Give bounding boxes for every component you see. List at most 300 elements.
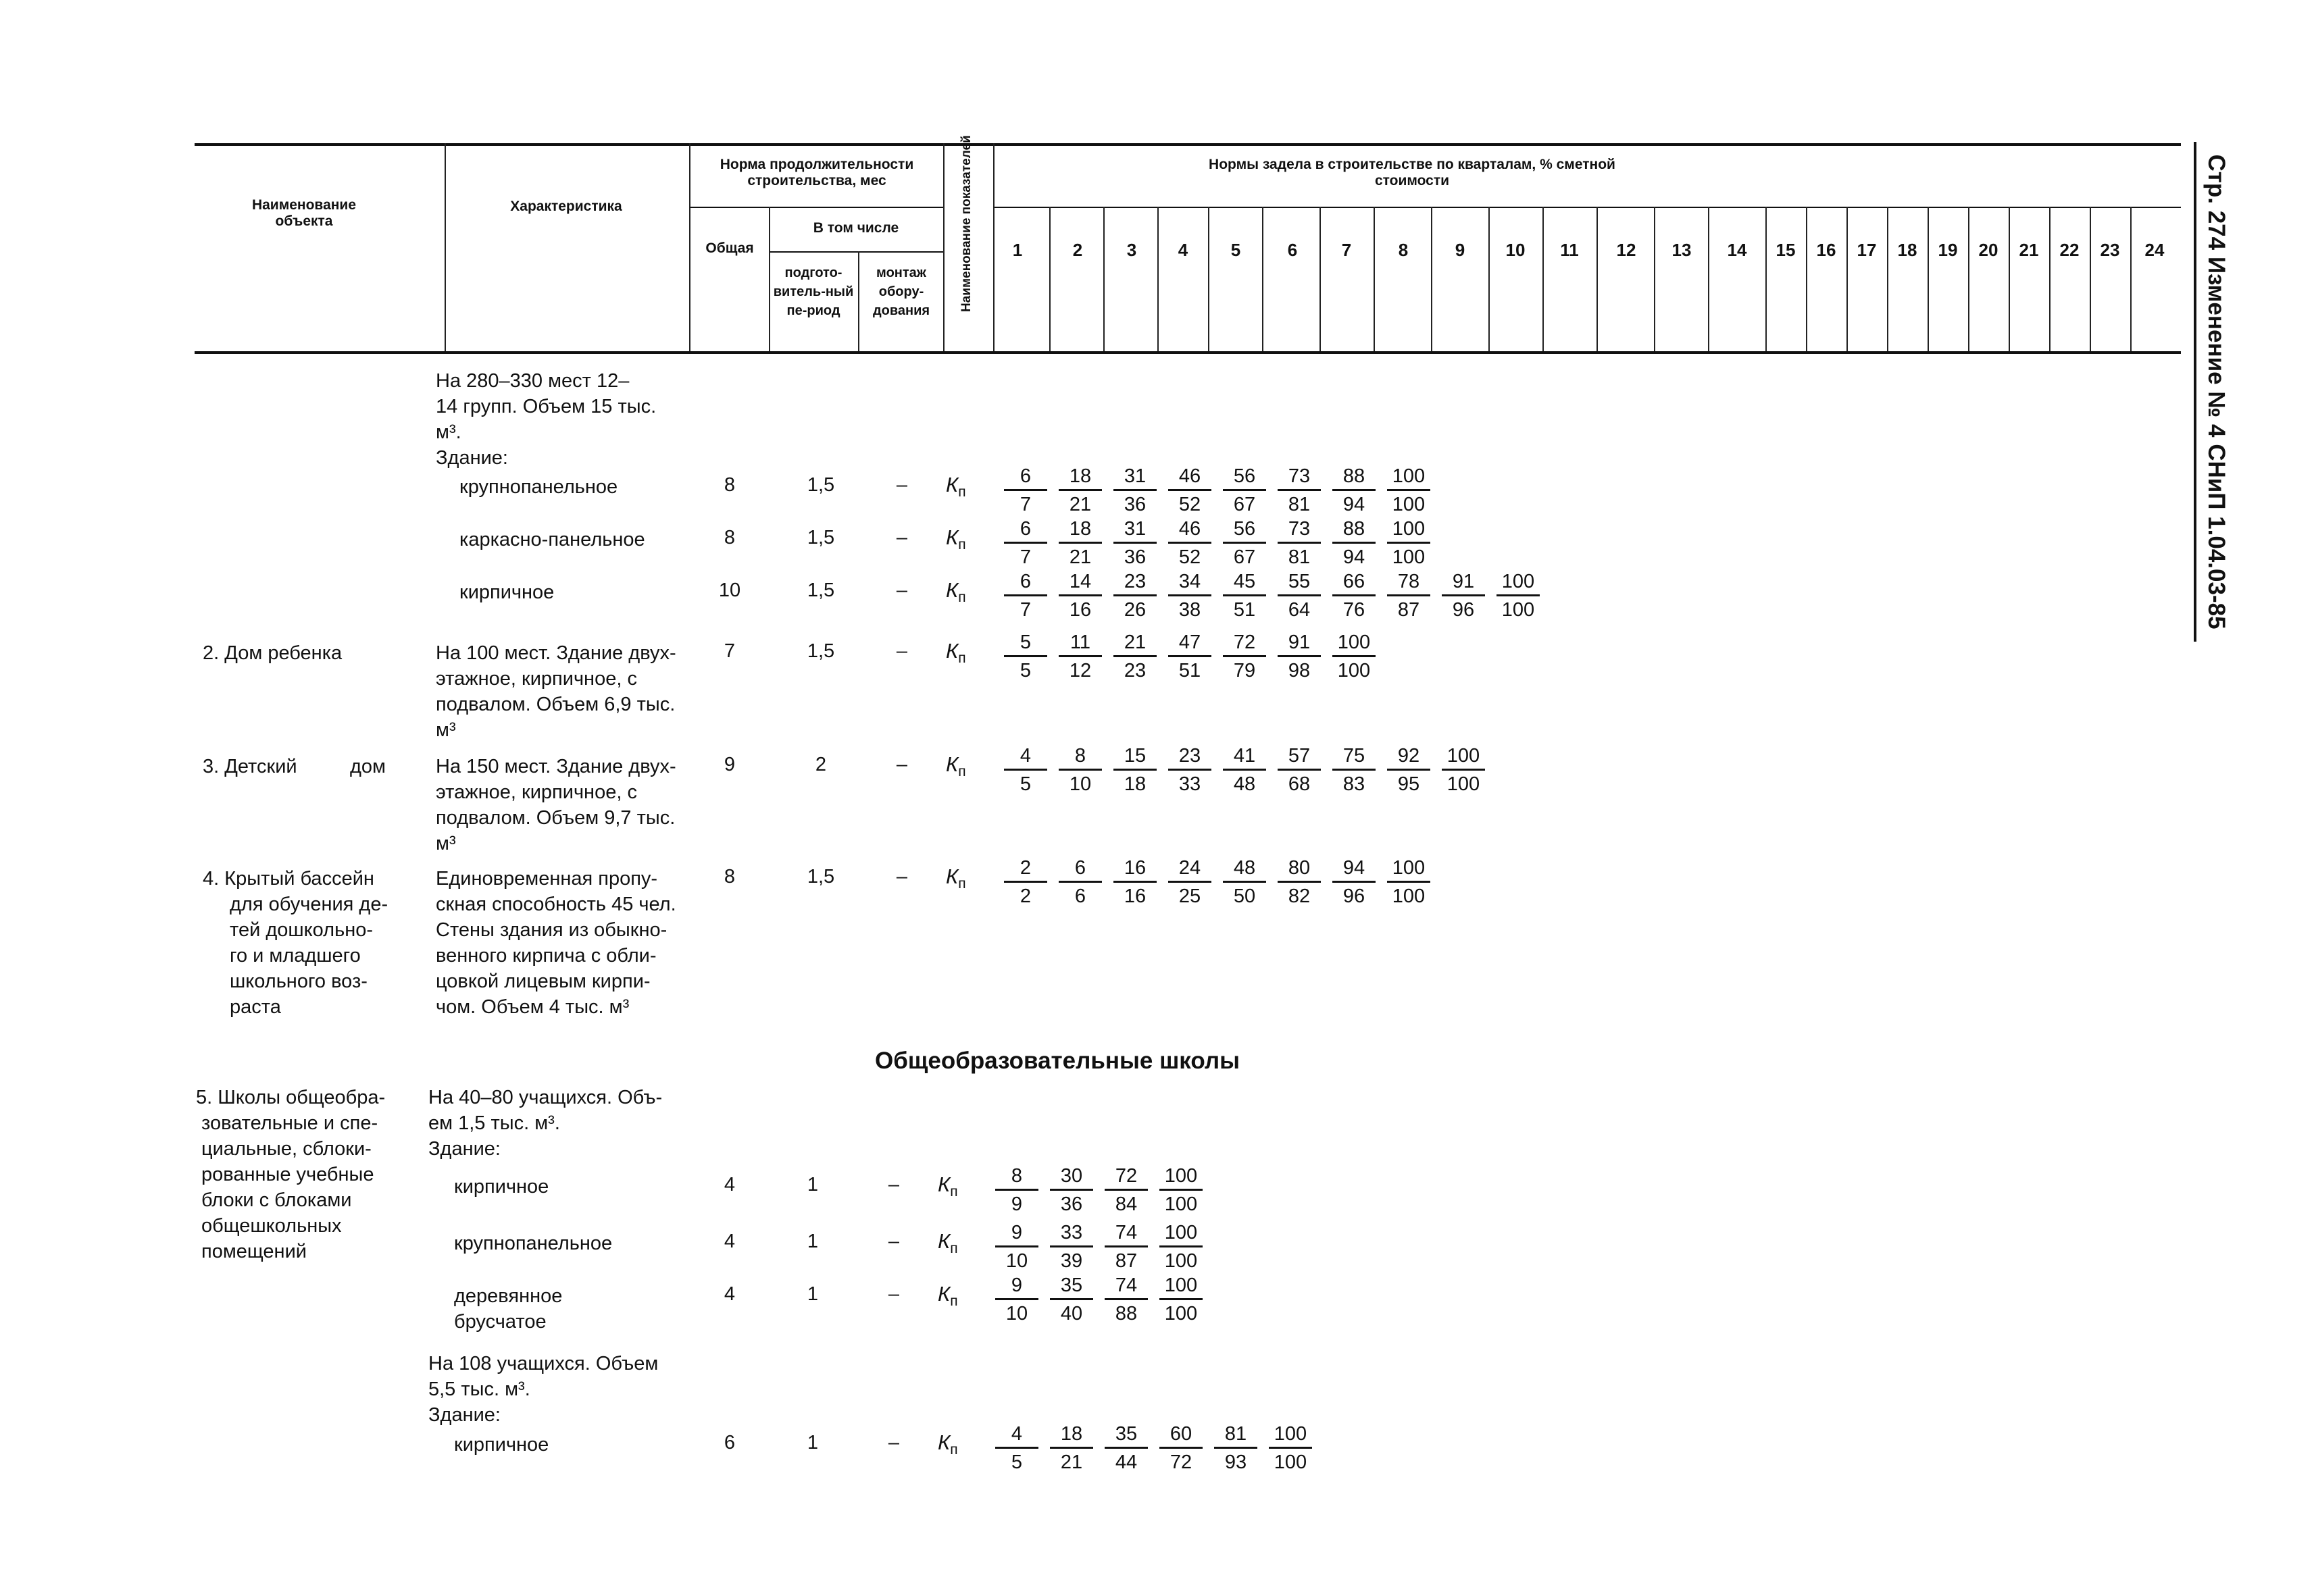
backlog-fraction xyxy=(1059,570,1102,621)
backlog-fraction xyxy=(1278,744,1321,796)
fraction-denominator: 83 xyxy=(1342,773,1365,795)
row1-characteristic: 14 групп. Объем 15 тыс. xyxy=(436,396,657,417)
backlog-fraction xyxy=(1442,744,1485,796)
fraction-denominator: 67 xyxy=(1233,494,1256,515)
fraction-denominator: 38 xyxy=(1178,599,1201,621)
prep-period-value: 2 xyxy=(815,754,827,775)
fraction-numerator: 18 xyxy=(1050,1422,1093,1449)
quarter-divider xyxy=(1262,207,1263,351)
quarter-divider xyxy=(1542,207,1544,351)
fraction-denominator: 88 xyxy=(1115,1303,1138,1324)
fraction-denominator: 48 xyxy=(1233,773,1256,795)
backlog-fraction xyxy=(1332,856,1376,908)
row2-characteristic: этажное, кирпичное, с xyxy=(436,668,637,690)
quarter-divider xyxy=(1806,207,1807,351)
fraction-denominator: 12 xyxy=(1069,660,1092,681)
backlog-fraction xyxy=(995,1274,1038,1325)
fraction-numerator: 30 xyxy=(1050,1164,1093,1191)
backlog-fraction xyxy=(1004,856,1047,908)
backlog-fraction xyxy=(1278,631,1321,682)
backlog-fraction xyxy=(1004,517,1047,569)
fraction-numerator: 75 xyxy=(1332,744,1376,771)
fraction-numerator: 11 xyxy=(1059,631,1102,657)
row5-object-name: блоки с блоками xyxy=(201,1189,352,1211)
row5-characteristic: На 40–80 учащихся. Объ- xyxy=(428,1087,663,1108)
fraction-denominator: 10 xyxy=(1069,773,1092,795)
row1-characteristic: Здание: xyxy=(436,447,508,469)
duration-total: 4 xyxy=(724,1283,736,1305)
fraction-denominator: 5 xyxy=(1020,660,1032,681)
fraction-denominator: 100 xyxy=(1392,546,1426,568)
fraction-numerator: 6 xyxy=(1004,517,1047,544)
backlog-fraction xyxy=(1269,1422,1312,1474)
backlog-fraction xyxy=(1059,856,1102,908)
duration-total: 4 xyxy=(724,1231,736,1252)
fraction-denominator: 67 xyxy=(1233,546,1256,568)
fraction-denominator: 94 xyxy=(1342,494,1365,515)
row4-object-name: тей дошкольно- xyxy=(230,919,373,941)
quarter-number: 12 xyxy=(1616,240,1636,260)
quarter-number: 16 xyxy=(1816,240,1836,260)
backlog-fraction xyxy=(1214,1422,1257,1474)
quarter-number: 8 xyxy=(1398,240,1409,260)
including-subrule xyxy=(769,251,943,253)
fraction-numerator: 92 xyxy=(1387,744,1430,771)
fraction-denominator: 21 xyxy=(1069,494,1092,515)
fraction-denominator: 16 xyxy=(1069,599,1092,621)
row6-building-type: кирпичное xyxy=(454,1434,549,1456)
fraction-numerator: 35 xyxy=(1105,1422,1148,1449)
prep-period-value: 1,5 xyxy=(807,580,835,601)
backlog-fraction xyxy=(1050,1422,1093,1474)
equipment-mount-value: – xyxy=(888,1174,900,1195)
row1-building-type: каркасно-панельное xyxy=(459,529,645,550)
fraction-numerator: 81 xyxy=(1214,1422,1257,1449)
fraction-denominator: 5 xyxy=(1020,773,1032,795)
indicator-kp: $К_п$ xyxy=(938,1173,958,1200)
fraction-numerator: 34 xyxy=(1168,570,1211,596)
row5-building-type: кирпичное xyxy=(454,1176,549,1198)
fraction-numerator: 4 xyxy=(1004,744,1047,771)
fraction-denominator: 52 xyxy=(1178,546,1201,568)
fraction-numerator: 60 xyxy=(1159,1422,1203,1449)
fraction-numerator: 100 xyxy=(1387,465,1430,491)
quarter-divider xyxy=(1887,207,1888,351)
fraction-denominator: 36 xyxy=(1124,494,1147,515)
fraction-numerator: 8 xyxy=(1059,744,1102,771)
fraction-denominator: 23 xyxy=(1124,660,1147,681)
indicator-kp: $К_п$ xyxy=(946,752,966,780)
equipment-mount-value: – xyxy=(896,640,908,662)
quarter-number: 5 xyxy=(1230,240,1241,260)
quarter-divider xyxy=(1157,207,1159,351)
row4-characteristic: Единовременная пропу- xyxy=(436,868,658,890)
backlog-fraction xyxy=(1223,744,1266,796)
fraction-numerator: 31 xyxy=(1113,465,1157,491)
backlog-fraction xyxy=(1332,517,1376,569)
backlog-fraction xyxy=(1113,856,1157,908)
quarter-divider xyxy=(2090,207,2091,351)
fraction-denominator: 21 xyxy=(1060,1451,1083,1473)
backlog-fraction xyxy=(1004,631,1047,682)
fraction-denominator: 100 xyxy=(1337,660,1371,681)
backlog-fraction xyxy=(1105,1221,1148,1272)
fraction-numerator: 2 xyxy=(1004,856,1047,883)
row5-object-name: циальные, сблоки- xyxy=(201,1138,372,1160)
backlog-fraction xyxy=(1223,631,1266,682)
duration-total: 8 xyxy=(724,866,736,887)
header-bottom-rule xyxy=(195,351,2181,354)
backlog-fraction xyxy=(1004,570,1047,621)
fraction-numerator: 21 xyxy=(1113,631,1157,657)
fraction-numerator: 8 xyxy=(995,1164,1038,1191)
backlog-fraction xyxy=(1159,1164,1203,1216)
fraction-denominator: 100 xyxy=(1501,599,1535,621)
indicator-kp: $К_п$ xyxy=(946,578,966,606)
col-divider xyxy=(858,251,859,351)
equipment-mount-value: – xyxy=(896,527,908,548)
backlog-fraction xyxy=(1387,570,1430,621)
header-backlog-norms: Нормы задела в строительстве по кварталам, % сметной стоимости xyxy=(1209,157,1615,188)
fraction-denominator: 7 xyxy=(1020,546,1032,568)
fraction-numerator: 88 xyxy=(1332,465,1376,491)
fraction-numerator: 41 xyxy=(1223,744,1266,771)
quarter-number: 10 xyxy=(1505,240,1526,260)
quarter-divider xyxy=(1708,207,1709,351)
quarter-divider xyxy=(2009,207,2010,351)
backlog-fraction xyxy=(995,1164,1038,1216)
backlog-fraction xyxy=(1004,465,1047,516)
side-title-rule xyxy=(2194,142,2196,642)
quarter-number: 24 xyxy=(2144,240,2165,260)
fraction-numerator: 18 xyxy=(1059,465,1102,491)
backlog-fraction xyxy=(1387,517,1430,569)
backlog-fraction xyxy=(1113,465,1157,516)
fraction-numerator: 74 xyxy=(1105,1221,1148,1247)
fraction-denominator: 10 xyxy=(1005,1303,1028,1324)
fraction-denominator: 98 xyxy=(1288,660,1311,681)
backlog-fraction xyxy=(1332,465,1376,516)
backlog-fraction xyxy=(1059,744,1102,796)
quarter-number: 2 xyxy=(1072,240,1083,260)
fraction-denominator: 7 xyxy=(1020,599,1032,621)
row1-characteristic: На 280–330 мест 12– xyxy=(436,370,630,392)
row6-characteristic: На 108 учащихся. Объем xyxy=(428,1353,659,1374)
quarter-number: 20 xyxy=(1978,240,1998,260)
fraction-numerator: 9 xyxy=(995,1221,1038,1247)
backlog-fraction xyxy=(1387,856,1430,908)
quarter-divider xyxy=(1319,207,1321,351)
quarter-divider xyxy=(1049,207,1051,351)
duration-total: 8 xyxy=(724,474,736,496)
duration-subrule xyxy=(689,207,943,208)
quarter-divider xyxy=(1431,207,1432,351)
header-equipment-mount: монтаж обору-дования xyxy=(872,265,930,318)
row4-characteristic: цовкой лицевым кирпи- xyxy=(436,971,651,992)
row4-object-name: раста xyxy=(230,996,281,1018)
row3-characteristic: этажное, кирпичное, с xyxy=(436,781,637,803)
backlog-fraction xyxy=(1168,856,1211,908)
fraction-denominator: 100 xyxy=(1392,885,1426,907)
row1-characteristic: м³. xyxy=(436,421,461,443)
col-divider xyxy=(445,143,446,351)
fraction-numerator: 78 xyxy=(1387,570,1430,596)
fraction-numerator: 80 xyxy=(1278,856,1321,883)
fraction-denominator: 16 xyxy=(1124,885,1147,907)
backlog-fraction xyxy=(1113,631,1157,682)
backlog-fraction xyxy=(1113,744,1157,796)
backlog-fraction xyxy=(1113,517,1157,569)
row2-characteristic: м³ xyxy=(436,719,456,741)
row6-characteristic: Здание: xyxy=(428,1404,501,1426)
fraction-numerator: 14 xyxy=(1059,570,1102,596)
backlog-fraction xyxy=(1332,744,1376,796)
row3-object-name: дом xyxy=(350,756,386,777)
indicator-kp: $К_п$ xyxy=(938,1229,958,1257)
fraction-denominator: 5 xyxy=(1011,1451,1023,1473)
row5-building-type: брусчатое xyxy=(454,1311,547,1333)
quarter-number: 22 xyxy=(2059,240,2080,260)
quarter-number: 6 xyxy=(1287,240,1298,260)
fraction-numerator: 100 xyxy=(1269,1422,1312,1449)
fraction-denominator: 95 xyxy=(1397,773,1420,795)
prep-period-value: 1 xyxy=(807,1432,819,1453)
row2-characteristic: подвалом. Объем 6,9 тыс. xyxy=(436,694,676,715)
backlog-fraction xyxy=(1168,517,1211,569)
backlog-fraction xyxy=(1159,1274,1203,1325)
fraction-numerator: 33 xyxy=(1050,1221,1093,1247)
fraction-denominator: 2 xyxy=(1020,885,1032,907)
fraction-numerator: 72 xyxy=(1105,1164,1148,1191)
row3-object-name: 3. Детский xyxy=(203,756,297,777)
fraction-denominator: 44 xyxy=(1115,1451,1138,1473)
backlog-fraction xyxy=(1050,1274,1093,1325)
fraction-numerator: 55 xyxy=(1278,570,1321,596)
backlog-fraction xyxy=(995,1221,1038,1272)
backlog-fraction xyxy=(1059,631,1102,682)
equipment-mount-value: – xyxy=(896,580,908,601)
backlog-fraction xyxy=(1223,517,1266,569)
fraction-numerator: 100 xyxy=(1159,1221,1203,1247)
duration-total: 10 xyxy=(718,580,741,601)
prep-period-value: 1 xyxy=(807,1283,819,1305)
quarter-number: 14 xyxy=(1727,240,1747,260)
fraction-denominator: 25 xyxy=(1178,885,1201,907)
fraction-denominator: 51 xyxy=(1178,660,1201,681)
fraction-denominator: 18 xyxy=(1124,773,1147,795)
quarter-divider xyxy=(1846,207,1848,351)
prep-period-value: 1,5 xyxy=(807,640,835,662)
fraction-denominator: 96 xyxy=(1342,885,1365,907)
fraction-denominator: 94 xyxy=(1342,546,1365,568)
row1-building-type: крупнопанельное xyxy=(459,476,618,498)
header-prep-period: подгото-витель-ный пе-риод xyxy=(773,265,854,318)
fraction-numerator: 100 xyxy=(1332,631,1376,657)
fraction-numerator: 66 xyxy=(1332,570,1376,596)
quarter-number: 13 xyxy=(1671,240,1692,260)
row2-characteristic: На 100 мест. Здание двух- xyxy=(436,642,676,664)
quarter-number: 1 xyxy=(1012,240,1023,260)
fraction-numerator: 18 xyxy=(1059,517,1102,544)
quarter-number: 4 xyxy=(1178,240,1188,260)
fraction-denominator: 68 xyxy=(1288,773,1311,795)
backlog-fraction xyxy=(1105,1422,1148,1474)
row5-object-name: общешкольных xyxy=(201,1215,342,1237)
row4-object-name: 4. Крытый бассейн xyxy=(203,868,374,890)
row5-building-type: крупнопанельное xyxy=(454,1233,613,1254)
row5-object-name: помещений xyxy=(201,1241,307,1262)
backlog-fraction xyxy=(1004,744,1047,796)
row4-characteristic: Стены здания из обыкно- xyxy=(436,919,668,941)
quarter-number: 23 xyxy=(2100,240,2120,260)
quarter-number: 11 xyxy=(1560,240,1579,260)
fraction-denominator: 50 xyxy=(1233,885,1256,907)
fraction-denominator: 100 xyxy=(1274,1451,1307,1473)
indicator-kp: $К_п$ xyxy=(946,639,966,667)
fraction-numerator: 4 xyxy=(995,1422,1038,1449)
fraction-denominator: 76 xyxy=(1342,599,1365,621)
row4-object-name: для обучения де- xyxy=(230,894,388,915)
quarter-divider xyxy=(2049,207,2051,351)
quarter-number: 19 xyxy=(1938,240,1958,260)
col-divider xyxy=(689,143,690,351)
quarter-number: 3 xyxy=(1126,240,1137,260)
header-indicator-name: Наименование показателей xyxy=(959,135,974,312)
quarter-divider xyxy=(1654,207,1655,351)
header-top-rule xyxy=(195,143,2181,146)
header-object-name: Наименование объекта xyxy=(251,197,357,229)
fraction-numerator: 100 xyxy=(1442,744,1485,771)
header-total: Общая xyxy=(705,240,754,256)
indicator-kp: $К_п$ xyxy=(946,473,966,500)
row5-object-name: зовательные и спе- xyxy=(201,1112,378,1134)
fraction-denominator: 51 xyxy=(1233,599,1256,621)
quarter-number: 17 xyxy=(1857,240,1877,260)
fraction-numerator: 6 xyxy=(1004,570,1047,596)
section-title: Общеобразовательные школы xyxy=(875,1048,1240,1074)
fraction-numerator: 100 xyxy=(1496,570,1540,596)
quarter-divider xyxy=(1968,207,1969,351)
fraction-denominator: 100 xyxy=(1392,494,1426,515)
quarter-divider xyxy=(2130,207,2132,351)
quarter-divider xyxy=(1374,207,1375,351)
equipment-mount-value: – xyxy=(888,1283,900,1305)
row3-characteristic: м³ xyxy=(436,833,456,854)
row5-building-type: деревянное xyxy=(454,1285,563,1307)
header-including: В том числе xyxy=(813,220,899,236)
fraction-numerator: 45 xyxy=(1223,570,1266,596)
backlog-fraction xyxy=(1278,856,1321,908)
fraction-denominator: 87 xyxy=(1115,1250,1138,1272)
backlog-fraction xyxy=(995,1422,1038,1474)
backlog-fraction xyxy=(1223,570,1266,621)
backlog-fraction xyxy=(1332,570,1376,621)
backlog-fraction xyxy=(1050,1164,1093,1216)
quarter-divider xyxy=(1596,207,1598,351)
backlog-fraction xyxy=(1168,570,1211,621)
fraction-denominator: 7 xyxy=(1020,494,1032,515)
row6-characteristic: 5,5 тыс. м³. xyxy=(428,1379,530,1400)
equipment-mount-value: – xyxy=(888,1432,900,1453)
backlog-fraction xyxy=(1332,631,1376,682)
row4-object-name: школьного воз- xyxy=(230,971,368,992)
fraction-denominator: 82 xyxy=(1288,885,1311,907)
quarter-number: 15 xyxy=(1776,240,1796,260)
prep-period-value: 1,5 xyxy=(807,474,835,496)
prep-period-value: 1 xyxy=(807,1231,819,1252)
fraction-numerator: 23 xyxy=(1113,570,1157,596)
backlog-subrule xyxy=(993,207,2181,208)
fraction-denominator: 100 xyxy=(1447,773,1480,795)
fraction-numerator: 91 xyxy=(1278,631,1321,657)
quarter-number: 21 xyxy=(2019,240,2039,260)
page-side-title: Стр. 274 Изменение № 4 СНиП 1.04.03-85 xyxy=(2203,154,2230,629)
backlog-fraction xyxy=(1223,856,1266,908)
col-divider xyxy=(943,143,945,351)
quarter-divider xyxy=(1488,207,1490,351)
row4-object-name: го и младшего xyxy=(230,945,361,967)
row3-characteristic: подвалом. Объем 9,7 тыс. xyxy=(436,807,676,829)
fraction-numerator: 72 xyxy=(1223,631,1266,657)
backlog-fraction xyxy=(1387,465,1430,516)
fraction-numerator: 73 xyxy=(1278,465,1321,491)
indicator-kp: $К_п$ xyxy=(946,865,966,892)
duration-total: 6 xyxy=(724,1432,736,1453)
fraction-numerator: 100 xyxy=(1159,1164,1203,1191)
fraction-numerator: 73 xyxy=(1278,517,1321,544)
fraction-denominator: 21 xyxy=(1069,546,1092,568)
backlog-fraction xyxy=(1059,517,1102,569)
row1-building-type: кирпичное xyxy=(459,582,555,603)
fraction-denominator: 52 xyxy=(1178,494,1201,515)
fraction-numerator: 100 xyxy=(1387,856,1430,883)
backlog-fraction xyxy=(1278,517,1321,569)
fraction-denominator: 39 xyxy=(1060,1250,1083,1272)
quarter-number: 7 xyxy=(1341,240,1352,260)
duration-total: 4 xyxy=(724,1174,736,1195)
fraction-numerator: 48 xyxy=(1223,856,1266,883)
equipment-mount-value: – xyxy=(896,474,908,496)
fraction-denominator: 36 xyxy=(1060,1193,1083,1215)
fraction-denominator: 96 xyxy=(1452,599,1475,621)
fraction-denominator: 26 xyxy=(1124,599,1147,621)
col-divider xyxy=(769,207,770,351)
header-duration-norm: Норма продолжительности строительства, мес xyxy=(720,157,914,188)
fraction-denominator: 87 xyxy=(1397,599,1420,621)
row4-characteristic: скная способность 45 чел. xyxy=(436,894,676,915)
col-divider xyxy=(993,143,995,351)
backlog-fraction xyxy=(1050,1221,1093,1272)
row5-object-name: рованные учебные xyxy=(201,1164,374,1185)
fraction-denominator: 10 xyxy=(1005,1250,1028,1272)
fraction-numerator: 94 xyxy=(1332,856,1376,883)
fraction-numerator: 91 xyxy=(1442,570,1485,596)
duration-total: 9 xyxy=(724,754,736,775)
quarter-divider xyxy=(1765,207,1767,351)
fraction-denominator: 93 xyxy=(1224,1451,1247,1473)
row5-characteristic: ем 1,5 тыс. м³. xyxy=(428,1112,560,1134)
backlog-fraction xyxy=(1105,1274,1148,1325)
fraction-denominator: 9 xyxy=(1011,1193,1023,1215)
backlog-fraction xyxy=(1159,1221,1203,1272)
row2-object-name: 2. Дом ребенка xyxy=(203,642,343,664)
backlog-fraction xyxy=(1168,744,1211,796)
backlog-fraction xyxy=(1223,465,1266,516)
equipment-mount-value: – xyxy=(888,1231,900,1252)
backlog-fraction xyxy=(1496,570,1540,621)
fraction-numerator: 35 xyxy=(1050,1274,1093,1300)
fraction-numerator: 16 xyxy=(1113,856,1157,883)
